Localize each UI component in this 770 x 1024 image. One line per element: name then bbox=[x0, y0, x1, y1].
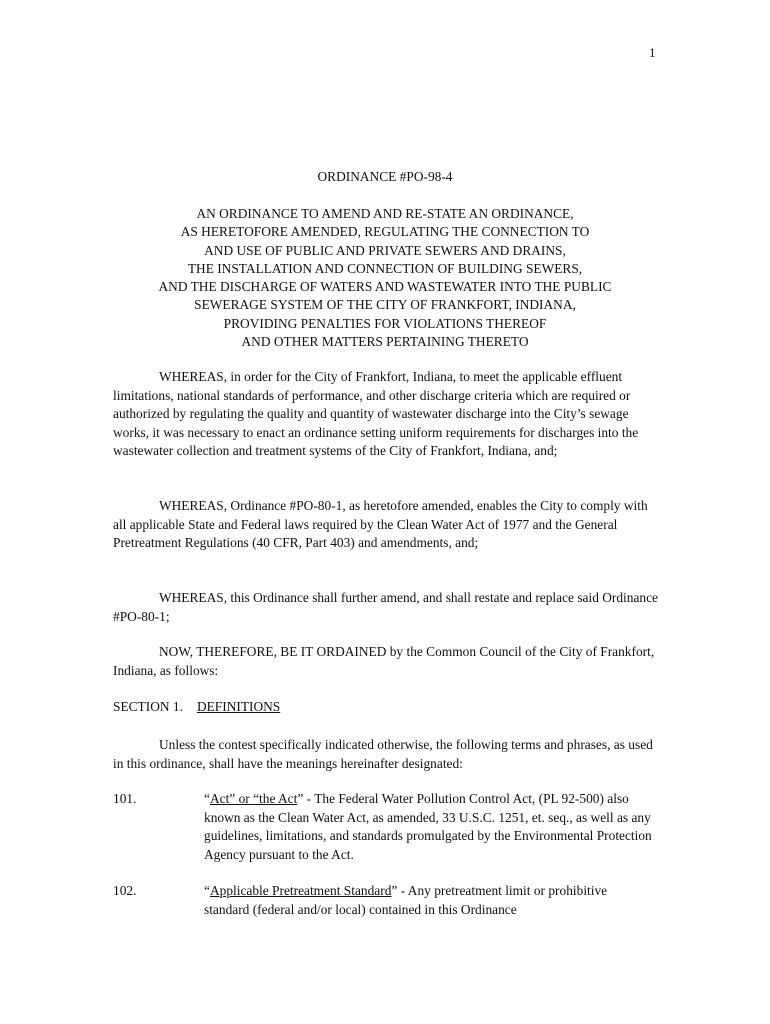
open-quote: “ bbox=[204, 883, 210, 898]
heading-line: AS HERETOFORE AMENDED, REGULATING THE CONNECTION TO bbox=[180, 224, 590, 240]
heading-line: AND USE OF PUBLIC AND PRIVATE SEWERS AND DRAINS, bbox=[204, 242, 566, 258]
page-number: 1 bbox=[649, 45, 656, 60]
ordinance-title: ORDINANCE #PO-98-4 bbox=[317, 169, 453, 184]
close-quote: ” bbox=[391, 883, 398, 898]
section-heading bbox=[113, 698, 280, 717]
definition-term: Applicable Pretreatment Standard bbox=[209, 883, 392, 898]
definition-number: 102. bbox=[113, 883, 137, 898]
heading-line: PROVIDING PENALTIES FOR VIOLATIONS THEREOF bbox=[223, 315, 547, 331]
definition-body bbox=[204, 790, 654, 864]
heading-line: SEWERAGE SYSTEM OF THE CITY OF FRANKFORT, INDIANA, bbox=[194, 297, 576, 313]
whereas-paragraph-2: WHEREAS, Ordinance #PO-80-1, as heretofore amended, enables the City to comply with all applicable State and Federal laws required by the Clean Water Act of 1977 and the General Pretreatment Regulations (40 CFR, Part 403) and amendments, and; bbox=[113, 498, 648, 550]
definition-term: Act” or “the Act bbox=[209, 791, 298, 806]
heading-line: AND OTHER MATTERS PERTAINING THERETO bbox=[241, 334, 529, 350]
definition-body bbox=[204, 882, 654, 919]
section-label: SECTION 1. bbox=[113, 699, 183, 714]
ordinance-heading bbox=[0, 205, 770, 351]
ordained-paragraph: NOW, THEREFORE, BE IT ORDAINED by the Common Council of the City of Frankfort, Indiana, as follows: bbox=[113, 644, 655, 678]
section-intro: Unless the contest specifically indicated otherwise, the following terms and phrases, as used in this ordinance, shall have the meanings hereinafter designated: bbox=[113, 737, 653, 771]
whereas-paragraph-1: WHEREAS, in order for the City of Frankfort, Indiana, to meet the applicable effluent limitations, national standards of performance, and other discharge criteria which are required or authorized by regulating the quality and quantity of wastewater discharge into the City’s sewage works, it was necessary to enact an ordinance setting uniform requirements for discharges into the wastewater collection and treatment systems of the City of Frankfort, Indiana, and; bbox=[113, 369, 639, 458]
section-title: DEFINITIONS bbox=[196, 699, 281, 714]
heading-line: THE INSTALLATION AND CONNECTION OF BUILDING SEWERS, bbox=[187, 260, 583, 276]
close-quote: ” bbox=[297, 791, 304, 806]
heading-line: AND THE DISCHARGE OF WATERS AND WASTEWATER INTO THE PUBLIC bbox=[158, 279, 612, 295]
heading-line: AN ORDINANCE TO AMEND AND RE-STATE AN ORDINANCE, bbox=[196, 206, 574, 221]
definition-text: - Any pretreatment limit or prohibitive standard (federal and/or local) contained in this Ordinance bbox=[204, 883, 608, 917]
definition-number: 101. bbox=[113, 791, 137, 806]
whereas-paragraph-3: WHEREAS, this Ordinance shall further amend, and shall restate and replace said Ordinance #PO-80-1; bbox=[113, 590, 658, 624]
definition-text: - The Federal Water Pollution Control Act, (PL 92-500) also known as the Clean Water Act, as amended, 33 U.S.C. 1251, et. seq., as well as any guidelines, limitations, and standards promulgated by the Environmental Protection Agency pursuant to the Act. bbox=[204, 791, 652, 862]
open-quote: “ bbox=[204, 791, 210, 806]
